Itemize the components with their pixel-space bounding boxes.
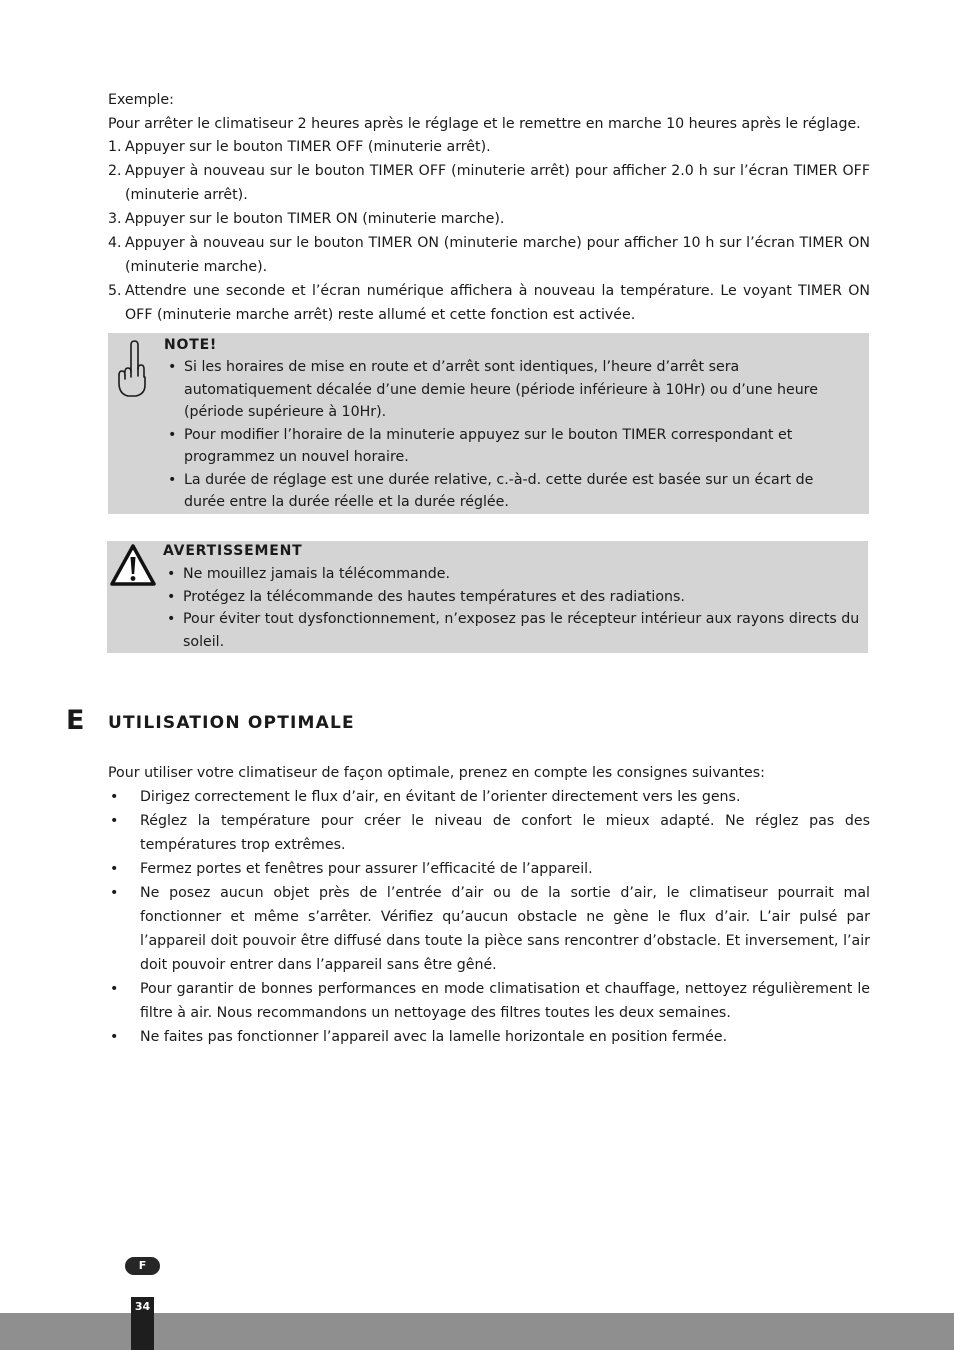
timer-steps-list (108, 135, 870, 327)
pointing-hand-icon (114, 339, 150, 399)
bullet-marker: • (167, 566, 176, 582)
bullet-marker: • (167, 588, 176, 605)
page-number-tab (131, 1297, 154, 1350)
warning-item-text: Protégez la télécommande des hautes températures et des radiations. (183, 588, 685, 605)
note-item (165, 424, 855, 469)
list-item-text: Ne posez aucun objet près de l’entrée d’air ou de la sortie d’air, le climatiseur pourrait mal fonctionner et même s’arrêter. Vérifiez qu’aucun obstacle ne gène le flux d’air. L’air pulsé par l’appareil doit pouvoir être diffusé dans toute la pièce sans rencontrer d’obstacle. Et inversement, l’air doit pouvoir entrer dans l’appareil sans être gêné. (140, 885, 870, 973)
note-item-text: La durée de réglage est une durée relative, c.-à-d. cette durée est basée sur un écart de durée entre la durée réelle et la durée réglée. (184, 471, 814, 510)
warning-item-text: Pour éviter tout dysfonctionnement, n’exposez pas le récepteur intérieur aux rayons directs du soleil. (183, 611, 860, 650)
usage-tips-list (108, 785, 870, 1049)
bullet-marker: • (110, 885, 119, 901)
bullet-marker: • (110, 789, 119, 805)
section-title: UTILISATION OPTIMALE (108, 713, 355, 733)
step-number: 1. (108, 139, 122, 155)
list-item-text: Fermez portes et fenêtres pour assurer l’efficacité de l’appareil. (140, 861, 593, 877)
step-item (108, 159, 870, 207)
warning-item (164, 563, 861, 586)
note-box (108, 333, 869, 514)
note-item-text: Pour modifier l’horaire de la minuterie appuyez sur le bouton TIMER correspondant et programmez un nouvel horaire. (184, 426, 793, 465)
warning-triangle-icon (110, 544, 156, 586)
step-item (108, 231, 870, 279)
step-item (108, 279, 870, 327)
example-label: Exemple: (108, 92, 174, 108)
step-text: Appuyer sur le bouton TIMER ON (minuterie marche). (125, 211, 505, 227)
list-item (108, 1025, 870, 1049)
bullet-marker: • (110, 1029, 119, 1045)
bullet-marker: • (168, 471, 177, 488)
warning-item (164, 608, 861, 653)
list-item (108, 857, 870, 881)
bullet-marker: • (110, 981, 119, 997)
step-number: 4. (108, 235, 122, 251)
bullet-marker: • (110, 813, 119, 829)
warning-box (107, 541, 868, 653)
step-number: 3. (108, 211, 122, 227)
page-number: 34 (134, 1300, 151, 1313)
list-item (108, 881, 870, 977)
list-item-text: Dirigez correctement le flux d’air, en évitant de l’orienter directement vers les gens. (140, 789, 741, 805)
list-item (108, 977, 870, 1025)
bullet-marker: • (110, 861, 119, 877)
list-item-text: Pour garantir de bonnes performances en mode climatisation et chauffage, nettoyez régulièrement le filtre à air. Nous recommandons un nettoyage des filtres toutes les deux semaines. (140, 981, 870, 1021)
note-title: NOTE! (164, 337, 218, 353)
warning-item (164, 586, 861, 609)
warning-list (164, 563, 861, 653)
step-text: Appuyer sur le bouton TIMER OFF (minuterie arrêt). (125, 139, 491, 155)
language-badge: F (125, 1257, 160, 1275)
note-list (165, 356, 855, 514)
step-text: Appuyer à nouveau sur le bouton TIMER ON (minuterie marche) pour afficher 10 h sur l’écran TIMER ON (minuterie marche). (125, 235, 870, 275)
section-letter: E (66, 705, 85, 736)
section-intro: Pour utiliser votre climatiseur de façon optimale, prenez en compte les consignes suivantes: (108, 765, 765, 781)
list-item-text: Réglez la température pour créer le niveau de confort le mieux adapté. Ne réglez pas des températures trop extrêmes. (140, 813, 870, 853)
bullet-marker: • (168, 359, 177, 375)
list-item (108, 809, 870, 857)
step-item (108, 135, 870, 159)
warning-item-text: Ne mouillez jamais la télécommande. (183, 566, 451, 582)
warning-title: AVERTISSEMENT (163, 543, 303, 559)
step-text: Attendre une seconde et l’écran numérique affichera à nouveau la température. Le voyant TIMER ON OFF (minuterie marche arrêt) reste allumé et cette fonction est activée. (125, 283, 870, 323)
step-number: 2. (108, 163, 122, 179)
step-item (108, 207, 870, 231)
list-item-text: Ne faites pas fonctionner l’appareil avec la lamelle horizontale en position fermée. (140, 1029, 728, 1045)
bullet-marker: • (168, 426, 177, 443)
step-number: 5. (108, 283, 122, 299)
bullet-marker: • (167, 611, 176, 627)
list-item (108, 785, 870, 809)
note-item (165, 469, 855, 514)
note-item (165, 356, 855, 424)
step-text: Appuyer à nouveau sur le bouton TIMER OFF (minuterie arrêt) pour afficher 2.0 h sur l’écran TIMER OFF (minuterie arrêt). (125, 163, 870, 203)
example-description: Pour arrêter le climatiseur 2 heures après le réglage et le remettre en marche 10 heures après le réglage. (108, 116, 861, 132)
note-item-text: Si les horaires de mise en route et d’arrêt sont identiques, l’heure d’arrêt sera automatiquement décalée d’une demie heure (période inférieure à 10Hr) ou d’une heure (période supérieure à 10Hr). (184, 359, 818, 420)
